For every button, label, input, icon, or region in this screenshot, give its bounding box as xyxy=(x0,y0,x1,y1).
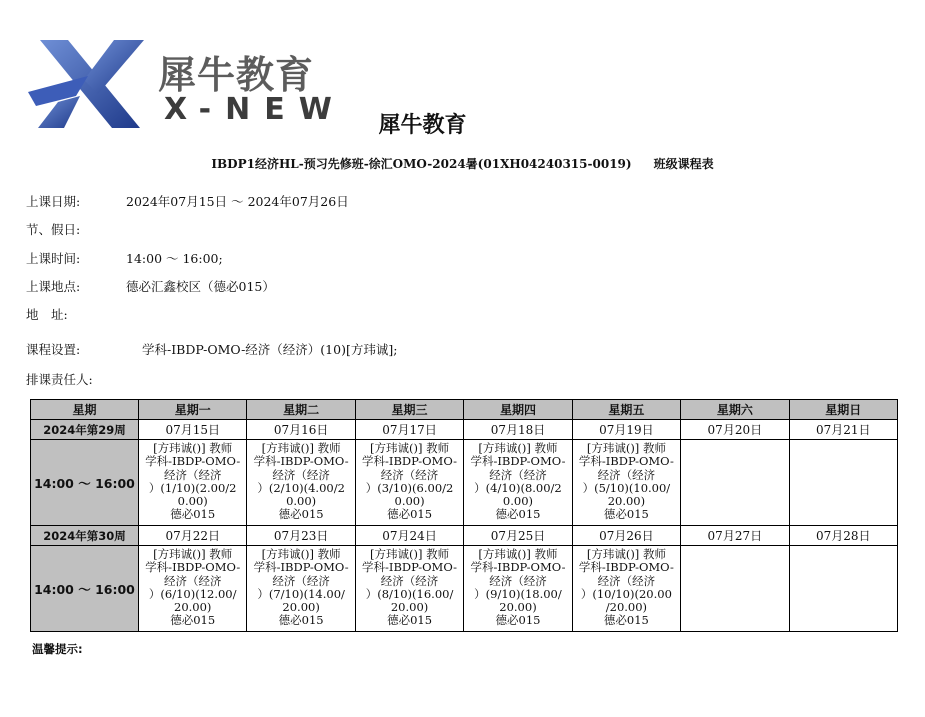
header-monday: 星期一 xyxy=(139,400,247,420)
session-cell-line: 学科-IBDP-OMO- xyxy=(578,454,674,469)
session-cell-line: 经济（经济 xyxy=(380,573,439,588)
schedule-table xyxy=(30,399,898,632)
session-cell xyxy=(355,546,463,632)
session-cell xyxy=(355,440,463,526)
session-cell-line: 0.00) xyxy=(502,494,534,509)
date-cell: 07月21日 xyxy=(789,420,897,440)
info-course xyxy=(26,340,397,358)
session-cell-line: 学科-IBDP-OMO- xyxy=(470,560,566,575)
session-cell-line: [方玮诚()] 教师 xyxy=(153,547,233,561)
info-date xyxy=(26,192,349,210)
session-cell-line: [方玮诚()] 教师 xyxy=(478,441,558,455)
session-cell-line: 学科-IBDP-OMO- xyxy=(253,454,349,469)
session-cell-line: 经济（经济 xyxy=(597,467,656,482)
holiday-label: 节、假日: xyxy=(26,222,81,237)
session-time: 14:00 ～ 16:00 xyxy=(31,440,139,526)
week-label: 2024年第29周 xyxy=(31,420,139,440)
session-cell-line: 经济（经济 xyxy=(163,467,222,482)
time-value: 14:00 ～ 16:00; xyxy=(126,251,223,266)
session-cell xyxy=(681,546,789,632)
session-cell-line: 经济（经济 xyxy=(489,573,547,588)
session-cell-line: ）(1/10)(2.00/2 xyxy=(148,480,237,495)
session-cell xyxy=(572,546,680,632)
session-cell xyxy=(681,440,789,526)
session-cell xyxy=(139,546,247,632)
session-cell-line: 0.00) xyxy=(286,494,317,509)
session-cell-line: 德必015 xyxy=(278,613,324,628)
date-cell: 07月15日 xyxy=(139,420,247,440)
date-cell: 07月28日 xyxy=(789,526,897,546)
session-cell-line: 20.00) xyxy=(499,600,537,615)
org-title: 犀牛教育 xyxy=(378,113,467,138)
session-cell-line: [方玮诚()] 教师 xyxy=(370,547,450,561)
header-saturday: 星期六 xyxy=(681,400,789,420)
session-cell-line: ）(9/10)(18.00/ xyxy=(474,586,562,601)
date-cell: 07月16日 xyxy=(247,420,355,440)
week-session-row xyxy=(31,546,898,632)
session-cell-line: 经济（经济 xyxy=(163,573,222,588)
session-cell xyxy=(789,546,897,632)
session-cell-line: 学科-IBDP-OMO- xyxy=(145,454,241,469)
session-cell-line: 德必015 xyxy=(170,613,216,628)
session-cell xyxy=(572,440,680,526)
header-tuesday: 星期二 xyxy=(247,400,355,420)
session-cell-line: 经济（经济 xyxy=(272,467,330,482)
session-cell-line: ）(8/10)(16.00/ xyxy=(365,586,454,601)
session-cell xyxy=(139,440,247,526)
session-cell-line: 20.00) xyxy=(282,600,320,615)
date-cell: 07月26日 xyxy=(572,526,680,546)
session-cell xyxy=(464,546,572,632)
date-cell: 07月24日 xyxy=(355,526,463,546)
date-cell: 07月22日 xyxy=(139,526,247,546)
address-label: 地 址: xyxy=(26,307,68,322)
schedule-header-row xyxy=(31,400,898,420)
course-label: 课程设置: xyxy=(26,342,81,357)
place-value: 德必汇鑫校区（德必015） xyxy=(126,279,275,294)
session-cell-line: /20.00) xyxy=(605,600,648,615)
session-cell-line: 学科-IBDP-OMO- xyxy=(578,560,674,575)
date-label: 上课日期: xyxy=(26,194,81,209)
info-holiday xyxy=(26,220,126,238)
date-value: 2024年07月15日 ～ 2024年07月26日 xyxy=(126,194,349,209)
date-cell: 07月25日 xyxy=(464,526,572,546)
class-title-name: IBDP1经济HL-预习先修班-徐汇OMO-2024暑(01XH04240315-0019) xyxy=(211,157,632,171)
session-cell-line: ）(2/10)(4.00/2 xyxy=(257,480,345,495)
date-cell: 07月17日 xyxy=(355,420,463,440)
info-time xyxy=(26,249,223,267)
header-friday: 星期五 xyxy=(572,400,680,420)
course-value: 学科-IBDP-OMO-经济（经济）(10)[方玮诚]; xyxy=(142,342,398,357)
session-cell-line: ）(3/10)(6.00/2 xyxy=(365,480,454,495)
session-cell-line: 经济（经济 xyxy=(489,467,547,482)
session-cell-line: 学科-IBDP-OMO- xyxy=(145,560,241,575)
session-cell xyxy=(247,546,355,632)
session-cell-line: [方玮诚()] 教师 xyxy=(261,547,341,561)
session-cell-line: 0.00) xyxy=(394,494,425,509)
place-label: 上课地点: xyxy=(26,279,81,294)
header-weekday: 星期 xyxy=(31,400,139,420)
session-cell-line: [方玮诚()] 教师 xyxy=(478,547,558,561)
header-sunday: 星期日 xyxy=(789,400,897,420)
session-cell-line: 学科-IBDP-OMO- xyxy=(253,560,349,575)
week-session-row xyxy=(31,440,898,526)
class-title xyxy=(0,155,925,172)
session-cell-line: 德必015 xyxy=(495,613,541,628)
session-cell-line: 德必015 xyxy=(278,507,324,522)
session-cell-line: ）(4/10)(8.00/2 xyxy=(474,480,562,495)
session-cell-line: 经济（经济 xyxy=(597,573,656,588)
info-responsible xyxy=(26,370,126,388)
info-place xyxy=(26,277,275,295)
session-cell-line: [方玮诚()] 教师 xyxy=(261,441,341,455)
session-cell-line: [方玮诚()] 教师 xyxy=(153,441,233,455)
date-cell: 07月20日 xyxy=(681,420,789,440)
header-thursday: 星期四 xyxy=(464,400,572,420)
tips-label: 温馨提示: xyxy=(32,642,83,656)
session-cell-line: 0.00) xyxy=(177,494,208,509)
week-date-row xyxy=(31,526,898,546)
session-cell xyxy=(247,440,355,526)
session-cell xyxy=(464,440,572,526)
session-cell-line: 德必015 xyxy=(495,507,541,522)
time-label: 上课时间: xyxy=(26,251,81,266)
session-cell-line: 德必015 xyxy=(387,507,433,522)
session-cell-line: [方玮诚()] 教师 xyxy=(586,441,666,455)
date-cell: 07月19日 xyxy=(572,420,680,440)
session-cell-line: ）(7/10)(14.00/ xyxy=(257,586,345,601)
session-cell-line: 学科-IBDP-OMO- xyxy=(362,560,458,575)
session-cell xyxy=(789,440,897,526)
week-date-row xyxy=(31,420,898,440)
session-cell-line: 德必015 xyxy=(170,507,216,522)
session-cell-line: 经济（经济 xyxy=(272,573,330,588)
session-cell-line: ）(6/10)(12.00/ xyxy=(148,586,237,601)
responsible-label: 排课责任人: xyxy=(26,372,93,387)
session-cell-line: 德必015 xyxy=(603,507,649,522)
logo-english-text: X-NEW xyxy=(164,92,346,127)
session-cell-line: 20.00) xyxy=(607,494,646,509)
session-cell-line: [方玮诚()] 教师 xyxy=(586,547,666,561)
session-cell-line: ）(5/10)(10.00/ xyxy=(582,480,671,495)
session-cell-line: [方玮诚()] 教师 xyxy=(370,441,450,455)
info-address xyxy=(26,305,126,323)
header-wednesday: 星期三 xyxy=(355,400,463,420)
session-cell-line: 德必015 xyxy=(603,613,649,628)
date-cell: 07月18日 xyxy=(464,420,572,440)
class-title-suffix: 班级课程表 xyxy=(653,157,714,171)
date-cell: 07月23日 xyxy=(247,526,355,546)
logo-chinese-text: 犀牛教育 xyxy=(158,53,315,97)
session-cell-line: 德必015 xyxy=(387,613,433,628)
session-cell-line: 20.00) xyxy=(390,600,429,615)
session-time: 14:00 ～ 16:00 xyxy=(31,546,139,632)
date-cell: 07月27日 xyxy=(681,526,789,546)
session-cell-line: 经济（经济 xyxy=(380,467,439,482)
session-cell-line: ）(10/10)(20.00 xyxy=(580,586,672,601)
session-cell-line: 学科-IBDP-OMO- xyxy=(470,454,566,469)
week-label: 2024年第30周 xyxy=(31,526,139,546)
session-cell-line: 20.00) xyxy=(174,600,212,615)
session-cell-line: 学科-IBDP-OMO- xyxy=(362,454,458,469)
